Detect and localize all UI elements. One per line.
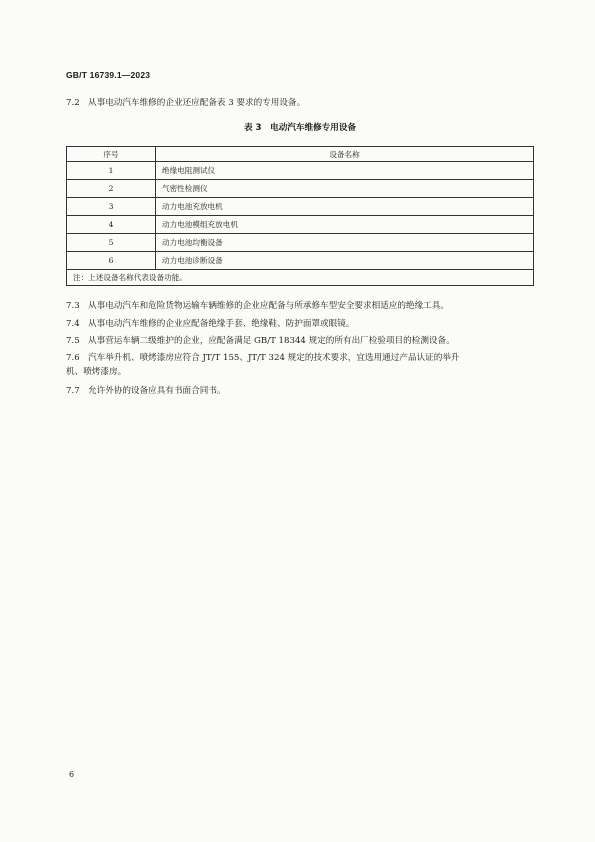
clause-number: 7.7 [66, 386, 80, 396]
column-header-name: 设备名称 [156, 147, 534, 162]
equipment-table [66, 146, 534, 286]
standard-number-header: GB/T 16739.1—2023 [66, 70, 151, 80]
table-row [67, 216, 534, 234]
clause-text: 允许外协的设备应具有书面合同书。 [88, 386, 226, 396]
column-header-no: 序号 [67, 147, 156, 162]
clause-7-2 [66, 96, 534, 110]
table-row [67, 234, 534, 252]
row-name: 绝缘电阻测试仪 [156, 162, 534, 180]
row-no: 5 [67, 234, 156, 252]
clause-7-4 [66, 317, 534, 331]
table-row [67, 162, 534, 180]
table-row [67, 180, 534, 198]
row-name: 气密性检测仪 [156, 180, 534, 198]
row-no: 6 [67, 252, 156, 270]
table-note: 注：上述设备名称代表设备功能。 [67, 270, 534, 286]
row-no: 1 [67, 162, 156, 180]
clause-text: 汽车举升机、喷烤漆房应符合 JT/T 155、JT/T 324 规定的技术要求，宜选用通过产品认证的举升 [88, 353, 460, 363]
row-no: 3 [67, 198, 156, 216]
row-no: 4 [67, 216, 156, 234]
row-no: 2 [67, 180, 156, 198]
clause-number: 7.5 [66, 336, 80, 346]
clause-7-7 [66, 384, 534, 398]
row-name: 动力电池模组充放电机 [156, 216, 534, 234]
clause-text: 从事营运车辆二级维护的企业，应配备满足 GB/T 18344 规定的所有出厂检验项目的检测设备。 [88, 336, 455, 346]
clause-7-5 [66, 334, 534, 348]
clause-7-3 [66, 299, 534, 313]
table-row [67, 198, 534, 216]
table-caption: 表 3 电动汽车维修专用设备 [243, 123, 357, 133]
page-number: 6 [69, 770, 75, 779]
clause-text: 从事电动汽车维修的企业还应配备表 3 要求的专用设备。 [88, 98, 306, 108]
table-note-row [67, 270, 534, 286]
clause-7-6 [66, 351, 534, 379]
clause-number: 7.4 [66, 319, 80, 329]
clause-text-continuation: 机、喷烤漆房。 [66, 367, 127, 377]
clause-number: 7.6 [66, 353, 80, 363]
clause-number: 7.3 [66, 301, 80, 311]
row-name: 动力电池均衡设备 [156, 234, 534, 252]
table-header-row [67, 147, 534, 162]
table-row [67, 252, 534, 270]
row-name: 动力电池充放电机 [156, 198, 534, 216]
clause-text: 从事电动汽车和危险货物运输车辆维修的企业应配备与所承修车型安全要求相适应的绝缘工具。 [88, 301, 449, 311]
row-name: 动力电池诊断设备 [156, 252, 534, 270]
clause-number: 7.2 [66, 98, 80, 108]
clause-text: 从事电动汽车维修的企业应配备绝缘手套、绝缘鞋、防护面罩或眼镜。 [88, 319, 355, 329]
